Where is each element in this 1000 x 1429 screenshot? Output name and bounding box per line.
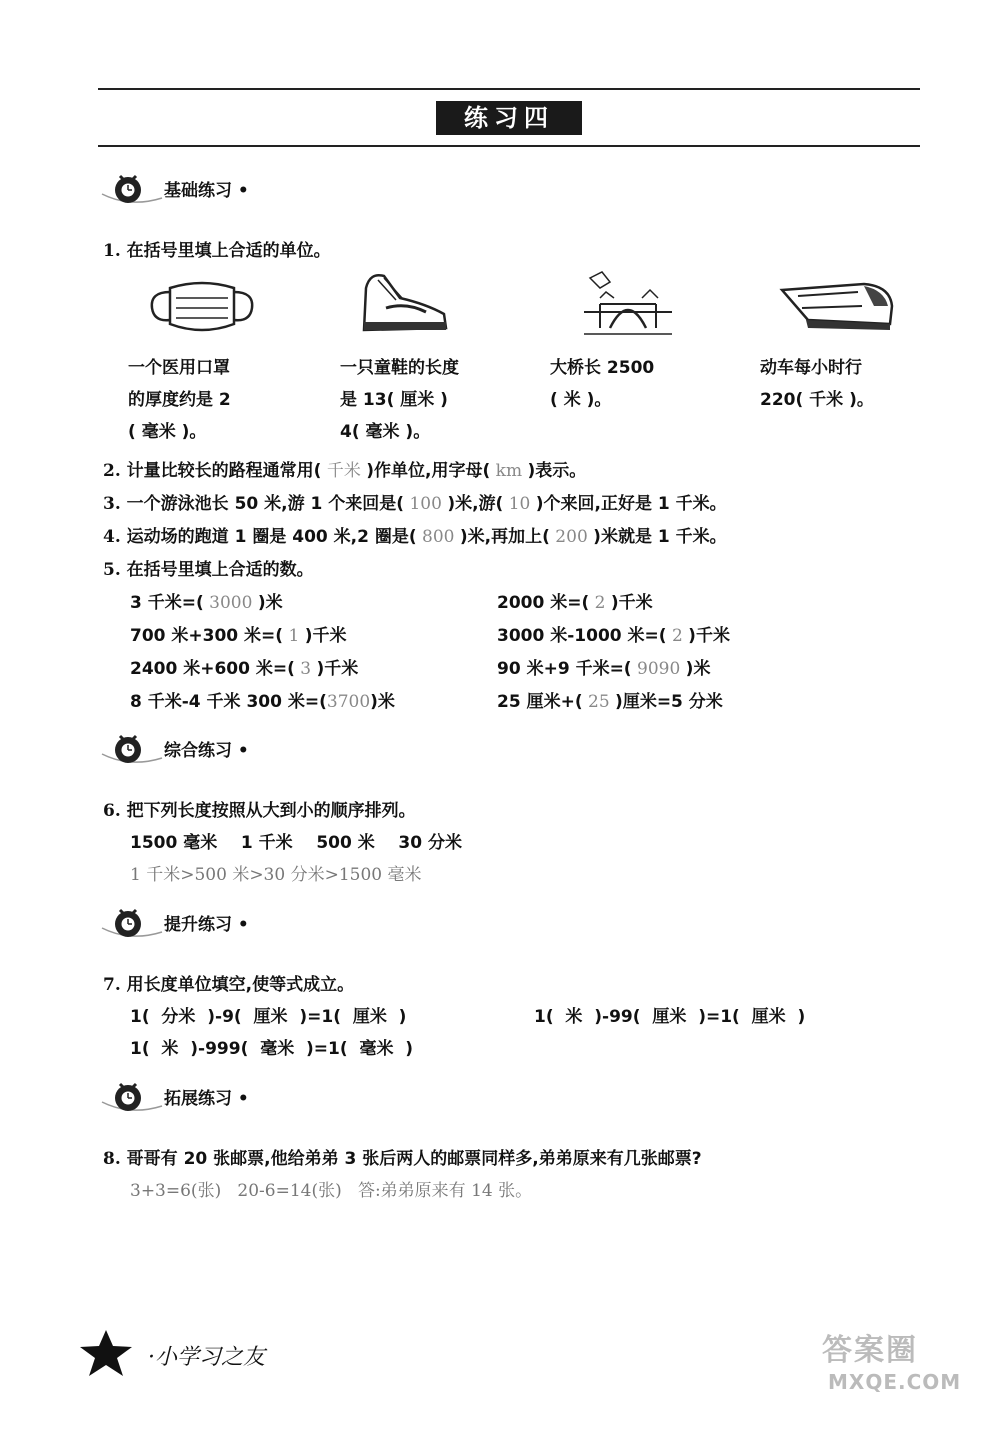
q7-row-1b: 1( 米 )-99( 厘米 )=1( 厘米 ): [534, 1007, 806, 1027]
question-number: 8.: [103, 1149, 121, 1169]
question-6: [103, 796, 416, 821]
question-number: 3.: [103, 494, 121, 514]
question-text: 计量比较长的路程通常用(: [126, 461, 322, 481]
question-5: [103, 555, 314, 580]
question-text: 哥哥有 20 张邮票,他给弟弟 3 张后两人的邮票同样多,弟弟原来有几张邮票?: [126, 1149, 702, 1169]
train-icon: [778, 272, 898, 336]
row-text: )米: [685, 659, 711, 679]
row-text: )厘米=5 分米: [615, 692, 723, 712]
answer-blank: 25: [582, 692, 616, 712]
section-title: 拓展练习 •: [164, 1089, 249, 1109]
q7-row-1a: 1( 分米 )-9( 厘米 )=1( 厘米 ): [130, 1007, 407, 1027]
question-text: )米,再加上(: [459, 527, 550, 547]
row-text: )千米: [688, 626, 730, 646]
question-text: 在括号里填上合适的单位。: [126, 241, 331, 261]
caption-line: 一只童鞋的长度: [340, 358, 459, 378]
row-text: 2400 米+600 米=(: [130, 659, 295, 679]
top-rule: [98, 88, 920, 90]
page-title: 练习四: [436, 101, 582, 135]
mask-icon: [146, 278, 258, 338]
question-text: )个来回,正好是 1 千米。: [535, 494, 727, 514]
q8-answer: 3+3=6(张) 20-6=14(张) 答:弟弟原来有 14 张。: [130, 1181, 533, 1201]
row-text: 25 厘米+(: [497, 692, 583, 712]
star-icon: [76, 1328, 136, 1378]
question-number: 5.: [103, 560, 121, 580]
row-text: )千米: [304, 626, 347, 646]
answer-blank: 3700: [326, 692, 371, 712]
alarm-clock-icon: [100, 168, 164, 214]
question-text: )米就是 1 千米。: [593, 527, 727, 547]
caption-line: 大桥长 2500: [550, 358, 655, 378]
row-text: )米: [370, 692, 395, 712]
question-number: 2.: [103, 461, 121, 481]
question-2: [103, 456, 586, 481]
alarm-clock-icon: [100, 902, 164, 948]
section-title: 提升练习 •: [164, 915, 249, 935]
caption-line: 动车每小时行: [760, 358, 862, 378]
row-text: 90 米+9 千米=(: [497, 659, 632, 679]
row-text: 3000 米-1000 米=(: [497, 626, 667, 646]
answer-blank: 1: [283, 626, 305, 646]
q5-right-row: [497, 654, 710, 679]
answer-blank: 2: [589, 593, 611, 613]
question-3: [103, 489, 727, 514]
question-text: 把下列长度按照从大到小的顺序排列。: [126, 801, 416, 821]
caption-line: 一个医用口罩: [128, 358, 230, 378]
row-text: )千米: [316, 659, 359, 679]
answer-blank: 100: [404, 494, 448, 514]
q5-left-row: [130, 621, 346, 646]
caption-line: ( 毫米 )。: [128, 422, 207, 442]
section-title: 基础练习 •: [164, 181, 249, 201]
title-rule: [98, 145, 920, 147]
row-text: 700 米+300 米=(: [130, 626, 284, 646]
answer-blank: 10: [503, 494, 536, 514]
section-title: 综合练习 •: [164, 741, 249, 761]
q7-row-2a: 1( 米 )-999( 毫米 )=1( 毫米 ): [130, 1039, 414, 1059]
question-8: [103, 1144, 702, 1169]
q5-left-row: [130, 588, 283, 613]
caption-line: 4( 毫米 )。: [340, 422, 431, 442]
q5-right-row: [497, 588, 653, 613]
row-text: 3 千米=(: [130, 593, 204, 613]
question-1: [103, 236, 331, 261]
q6-items: 1500 毫米 1 千米 500 米 30 分米: [130, 833, 462, 853]
question-4: [103, 522, 727, 547]
footer-brand: ·小学习之友: [148, 1345, 265, 1370]
caption-line: 220( 千米 )。: [760, 390, 874, 410]
question-text: )作单位,用字母(: [366, 461, 491, 481]
q1-item-bridge: [550, 352, 654, 416]
question-number: 1.: [103, 241, 121, 261]
q5-left-row: [130, 654, 358, 679]
question-text: 用长度单位填空,使等式成立。: [126, 975, 355, 995]
row-text: 2000 米=(: [497, 593, 590, 613]
caption-line: 是 13( 厘米 ): [340, 390, 448, 410]
q1-item-train: [760, 352, 874, 416]
q5-right-row: [497, 687, 723, 712]
question-number: 7.: [103, 975, 121, 995]
bridge-icon: [580, 268, 676, 340]
q5-right-row: [497, 621, 730, 646]
answer-blank: km: [490, 461, 528, 481]
answer-blank: 800: [416, 527, 460, 547]
question-7: [103, 970, 354, 995]
q1-item-mask: [128, 352, 231, 448]
row-text: 8 千米-4 千米 300 米=(: [130, 692, 327, 712]
q6-answer: 1 千米>500 米>30 分米>1500 毫米: [130, 865, 422, 885]
section-header-basic: [100, 168, 300, 214]
caption-line: 的厚度约是 2: [128, 390, 231, 410]
q5-left-row: [130, 687, 395, 712]
question-text: 一个游泳池长 50 米,游 1 个来回是(: [126, 494, 405, 514]
answer-blank: 3000: [203, 593, 258, 613]
section-header-advanced: [100, 902, 300, 948]
answer-blank: 3: [294, 659, 317, 679]
section-header-comprehensive: [100, 728, 300, 774]
question-text: 在括号里填上合适的数。: [126, 560, 314, 580]
answer-blank: 千米: [321, 461, 367, 481]
shoe-icon: [356, 268, 452, 340]
row-text: )千米: [610, 593, 653, 613]
caption-line: ( 米 )。: [550, 390, 612, 410]
watermark-logo: 答案圈: [822, 1333, 918, 1368]
row-text: )米: [257, 593, 283, 613]
question-text: )表示。: [527, 461, 587, 481]
question-text: )米,游(: [447, 494, 504, 514]
q1-item-shoe: [340, 352, 459, 448]
answer-blank: 9090: [631, 659, 686, 679]
section-header-extension: [100, 1076, 300, 1122]
alarm-clock-icon: [100, 728, 164, 774]
question-number: 6.: [103, 801, 121, 821]
question-text: 运动场的跑道 1 圈是 400 米,2 圈是(: [126, 527, 417, 547]
watermark-url: MXQE.COM: [828, 1370, 962, 1394]
answer-blank: 200: [549, 527, 594, 547]
question-number: 4.: [103, 527, 121, 547]
alarm-clock-icon: [100, 1076, 164, 1122]
answer-blank: 2: [666, 626, 689, 646]
